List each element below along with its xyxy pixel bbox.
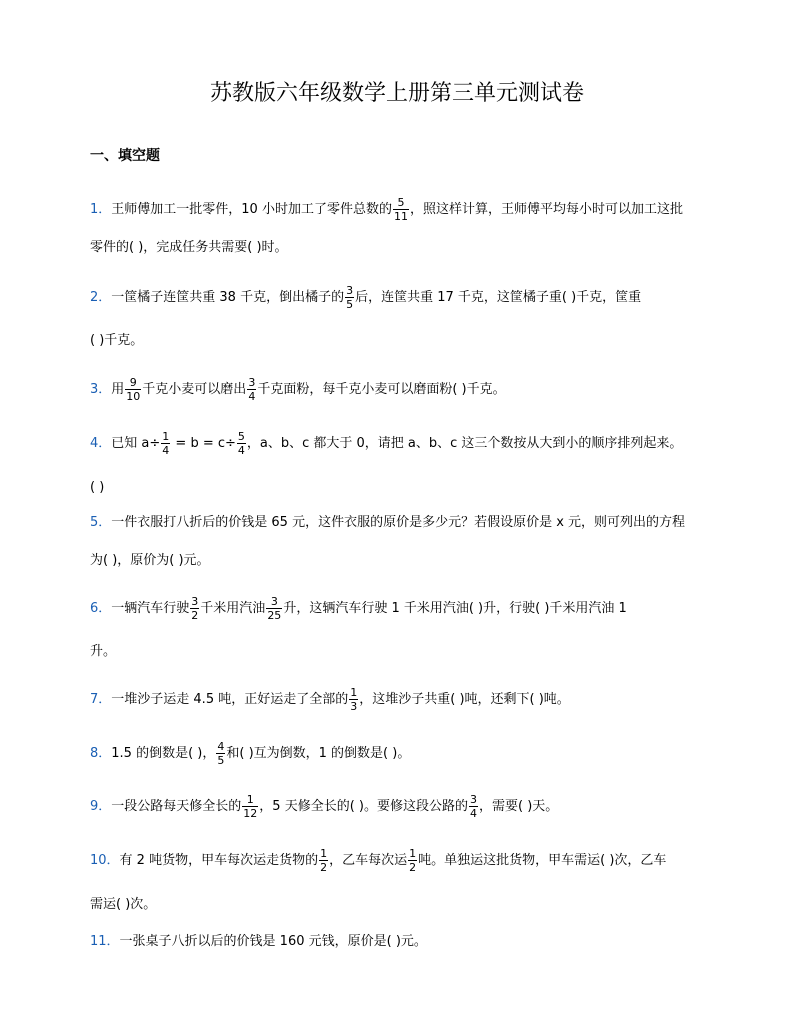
fraction	[125, 376, 141, 403]
question-11	[90, 932, 427, 952]
fraction-numerator: 3	[248, 376, 256, 389]
fraction-numerator: 3	[270, 595, 278, 608]
question-text: ，这堆沙子共重( )吨，还剩下( )吨。	[359, 692, 570, 707]
fraction-denominator: 5	[346, 298, 354, 311]
fraction-denominator: 4	[237, 444, 245, 457]
fraction-numerator: 4	[217, 740, 225, 753]
question-9	[90, 793, 558, 820]
fraction-denominator: 2	[409, 861, 417, 874]
fraction-denominator: 4	[248, 390, 256, 403]
question-text: 千克面粉，每千克小麦可以磨面粉( )千克。	[257, 382, 506, 397]
fraction-denominator: 11	[393, 210, 408, 223]
fraction-numerator: 9	[129, 376, 137, 389]
page-title: 苏教版六年级数学上册第三单元测试卷	[209, 81, 584, 106]
question-text: 一段公路每天修全长的	[111, 799, 242, 814]
fraction	[345, 284, 354, 311]
question-text: 吨。单独运这批货物，甲车需运( )次，乙车	[418, 853, 667, 868]
fraction	[393, 196, 409, 223]
question-6	[90, 595, 627, 622]
question-text: 升，这辆汽车行驶 1 千米用汽油( )升，行驶( )千米用汽油 1	[283, 601, 627, 616]
question-number: 7．	[90, 692, 112, 707]
question-10-continuation: 需运( )次。	[90, 897, 157, 912]
question-text: ，需要( )天。	[478, 799, 559, 814]
fraction-denominator: 4	[162, 444, 170, 457]
question-text: 千克小麦可以磨出	[142, 382, 247, 397]
question-number: 5．	[90, 515, 112, 530]
fraction-denominator: 25	[267, 609, 282, 622]
fraction-denominator: 5	[217, 754, 225, 767]
question-text: 1.5 的倒数是( )，	[111, 746, 216, 761]
fraction-numerator: 3	[191, 595, 199, 608]
question-number: 8．	[90, 746, 112, 761]
question-text: 一辆汽车行驶	[111, 601, 190, 616]
question-text: ，5 天修全长的( )。要修这段公路的	[259, 799, 468, 814]
fraction	[161, 430, 170, 457]
question-8	[90, 740, 410, 767]
fraction-denominator: 10	[126, 390, 141, 403]
question-1-continuation: 零件的( )，完成任务共需要( )时。	[90, 240, 288, 255]
question-10	[90, 847, 666, 874]
fraction-numerator: 1	[320, 847, 328, 860]
question-number: 2．	[90, 290, 112, 305]
question-text: 有 2 吨货物，甲车每次运走货物的	[119, 853, 319, 868]
question-4-continuation: ( )	[90, 480, 105, 495]
fraction	[349, 686, 358, 713]
fraction	[190, 595, 199, 622]
question-text: 一堆沙子运走 4.5 吨，正好运走了全部的	[111, 692, 349, 707]
fraction-denominator: 4	[469, 807, 477, 820]
fraction	[237, 430, 246, 457]
question-number: 10．	[90, 853, 120, 868]
fraction-denominator: 12	[243, 807, 258, 820]
question-text: 已知 a÷	[111, 436, 161, 451]
question-text: ，照这样计算，王师傅平均每小时可以加工这批	[409, 202, 683, 217]
fraction-denominator: 3	[350, 700, 358, 713]
fraction	[216, 740, 225, 767]
fraction	[242, 793, 258, 820]
question-2-continuation: ( )千克。	[90, 333, 144, 348]
fraction-numerator: 1	[350, 686, 358, 699]
question-4	[90, 430, 682, 457]
fraction	[247, 376, 256, 403]
question-text: ，乙车每次运	[329, 853, 408, 868]
fraction-numerator: 3	[469, 793, 477, 806]
question-text: = b = c÷	[171, 436, 236, 451]
fraction	[469, 793, 478, 820]
question-text: 用	[111, 382, 125, 397]
fraction	[266, 595, 282, 622]
fraction-denominator: 2	[320, 861, 328, 874]
question-7	[90, 686, 570, 713]
fraction-numerator: 5	[237, 430, 245, 443]
fraction-numerator: 3	[346, 284, 354, 297]
question-text: 和( )互为倒数，1 的倒数是( )。	[226, 746, 411, 761]
question-number: 4．	[90, 436, 112, 451]
fraction-denominator: 2	[191, 609, 199, 622]
question-1	[90, 196, 683, 223]
fraction-numerator: 5	[397, 196, 405, 209]
question-number: 11．	[90, 934, 120, 949]
question-text: 一筐橘子连筐共重 38 千克，倒出橘子的	[111, 290, 345, 305]
question-number: 6．	[90, 601, 112, 616]
question-5-continuation: 为( )，原价为( )元。	[90, 553, 210, 568]
question-text: ，a、b、c 都大于 0，请把 a、b、c 这三个数按从大到小的顺序排列起来。	[246, 436, 683, 451]
fraction	[408, 847, 417, 874]
question-text: 后，连筐共重 17 千克，这筐橘子重( )千克，筐重	[355, 290, 642, 305]
question-2	[90, 284, 641, 311]
question-text: 一张桌子八折以后的价钱是 160 元钱，原价是( )元。	[119, 934, 427, 949]
fraction-numerator: 1	[162, 430, 170, 443]
section-heading: 一、填空题	[90, 148, 160, 164]
question-3	[90, 376, 506, 403]
question-number: 9．	[90, 799, 112, 814]
question-number: 1．	[90, 202, 112, 217]
fraction	[319, 847, 328, 874]
question-5	[90, 513, 685, 533]
fraction-numerator: 1	[246, 793, 254, 806]
question-text: 王师傅加工一批零件，10 小时加工了零件总数的	[111, 202, 392, 217]
fraction-numerator: 1	[409, 847, 417, 860]
question-text: 一件衣服打八折后的价钱是 65 元，这件衣服的原价是多少元？若假设原价是 x 元，则可列出的方程	[111, 515, 686, 530]
question-number: 3．	[90, 382, 112, 397]
question-text: 千米用汽油	[200, 601, 266, 616]
question-6-continuation: 升。	[90, 644, 117, 659]
